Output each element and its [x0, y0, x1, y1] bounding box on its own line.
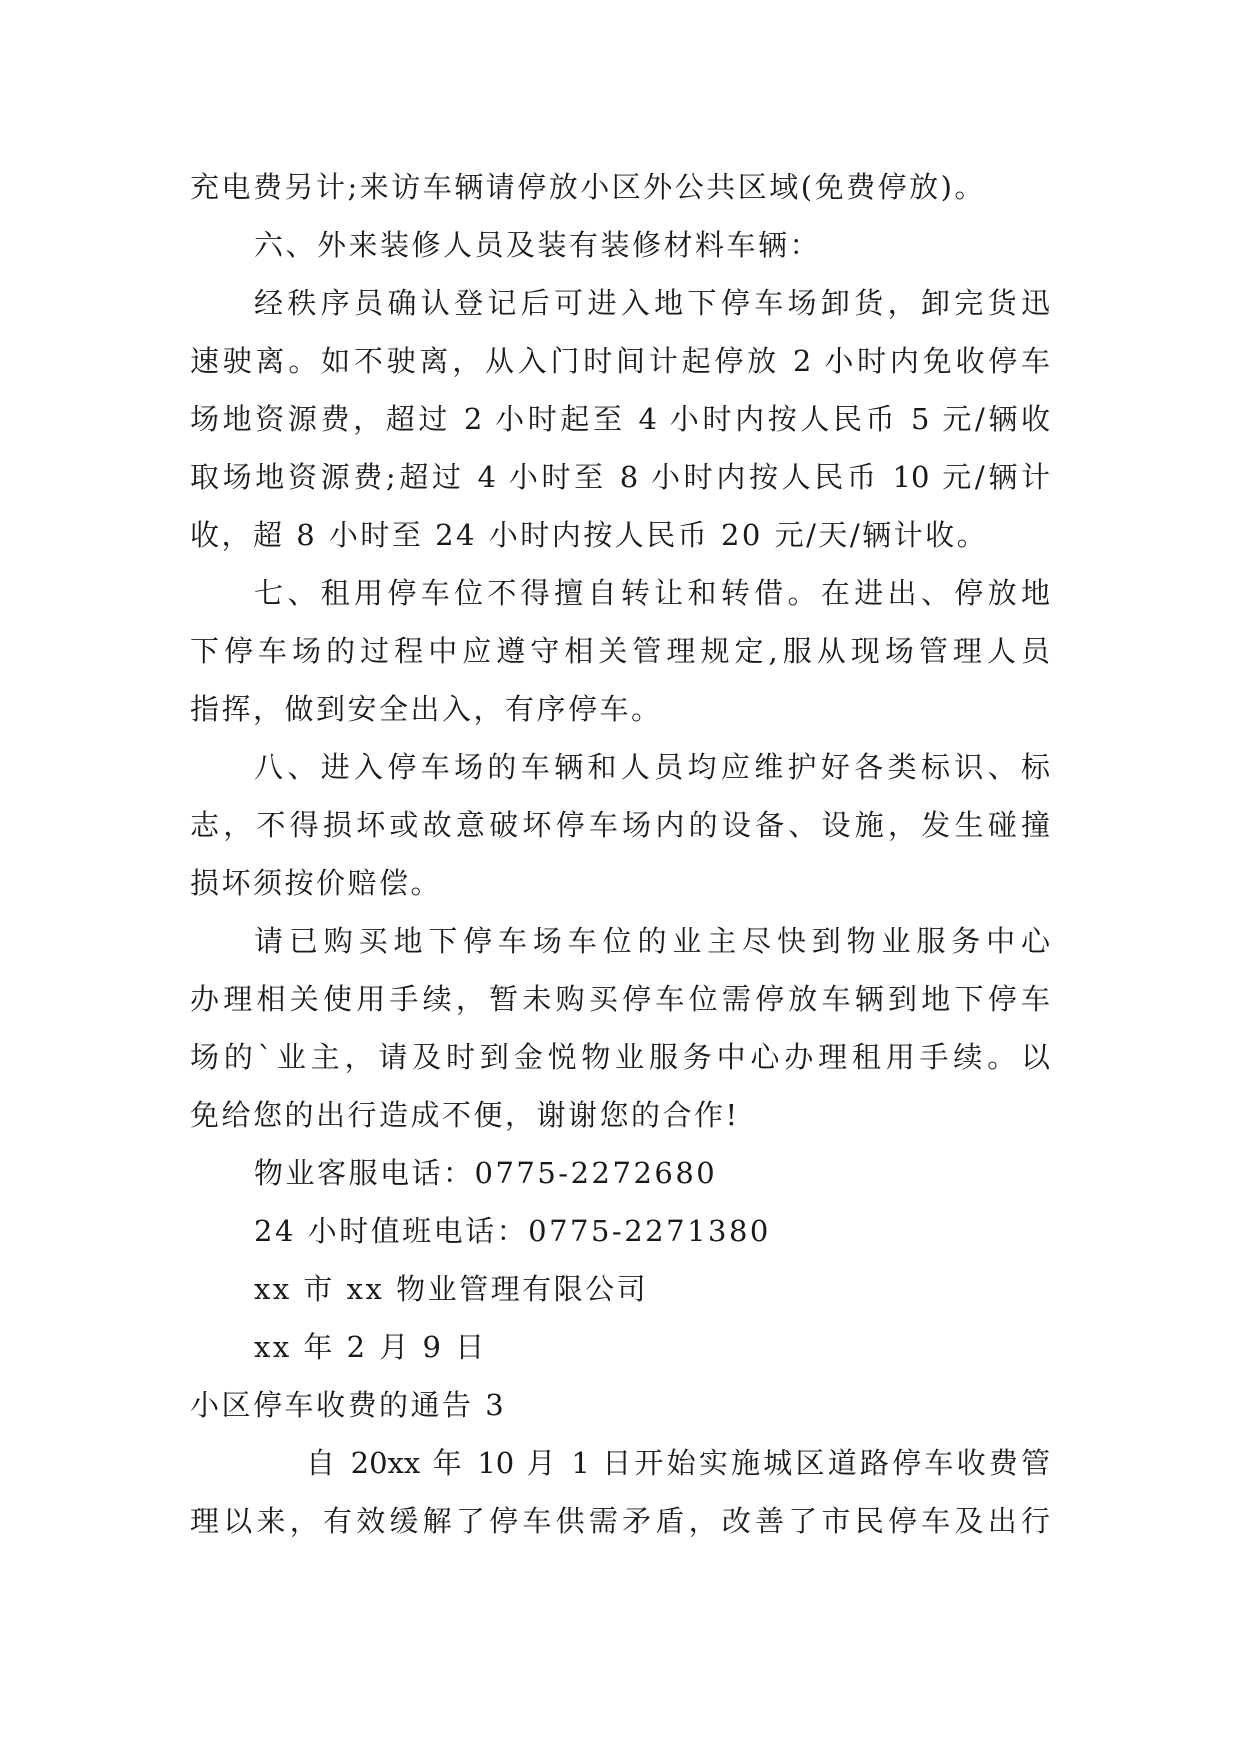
- text-line: 七、租用停车位不得擅自转让和转借。在进出、停放地: [254, 576, 1050, 610]
- text-line: 下停车场的过程中应遵守相关管理规定,服从现场管理人员: [190, 634, 1050, 668]
- text-line: 免给您的出行造成不便，谢谢您的合作!: [190, 1098, 740, 1132]
- text-line: 损坏须按价赔偿。: [190, 866, 443, 900]
- contact-line: xx 市 xx 物业管理有限公司: [254, 1272, 649, 1306]
- text-line: 速驶离。如不驶离，从入门时间计起停放 2 小时内免收停车: [190, 344, 1050, 378]
- section-heading: 小区停车收费的通告 3: [190, 1388, 507, 1422]
- document-body: [190, 158, 1050, 1550]
- text-line: 八、进入停车场的车辆和人员均应维护好各类标识、标: [254, 750, 1050, 784]
- text-line: 志，不得损坏或故意破坏停车场内的设备、设施，发生碰撞: [190, 808, 1050, 842]
- text-line: 六、外来装修人员及装有装修材料车辆：: [254, 228, 822, 262]
- contact-line: xx 年 2 月 9 日: [254, 1330, 487, 1364]
- contact-line: 物业客服电话：0775-2272680: [254, 1156, 718, 1190]
- text-line: 请已购买地下停车场车位的业主尽快到物业服务中心: [254, 924, 1050, 958]
- text-line: 理以来，有效缓解了停车供需矛盾，改善了市民停车及出行: [190, 1504, 1050, 1538]
- text-line: 指挥，做到安全出入，有序停车。: [190, 692, 663, 726]
- text-line: 收，超 8 小时至 24 小时内按人民币 20 元/天/辆计收。: [190, 518, 989, 552]
- text-line: 充电费另计;来访车辆请停放小区外公共区域(免费停放)。: [190, 170, 986, 204]
- text-line: 经秩序员确认登记后可进入地下停车场卸货，卸完货迅: [254, 286, 1050, 320]
- text-line: 办理相关使用手续，暂未购买停车位需停放车辆到地下停车: [190, 982, 1050, 1016]
- text-line: 取场地资源费;超过 4 小时至 8 小时内按人民币 10 元/辆计: [190, 460, 1050, 494]
- text-line: 场地资源费，超过 2 小时起至 4 小时内按人民币 5 元/辆收: [190, 402, 1050, 436]
- text-line: 自 20xx 年 10 月 1 日开始实施城区道路停车收费管: [306, 1446, 1050, 1480]
- text-line: 场的`业主，请及时到金悦物业服务中心办理租用手续。以: [190, 1040, 1050, 1074]
- contact-line: 24 小时值班电话：0775-2271380: [254, 1214, 771, 1248]
